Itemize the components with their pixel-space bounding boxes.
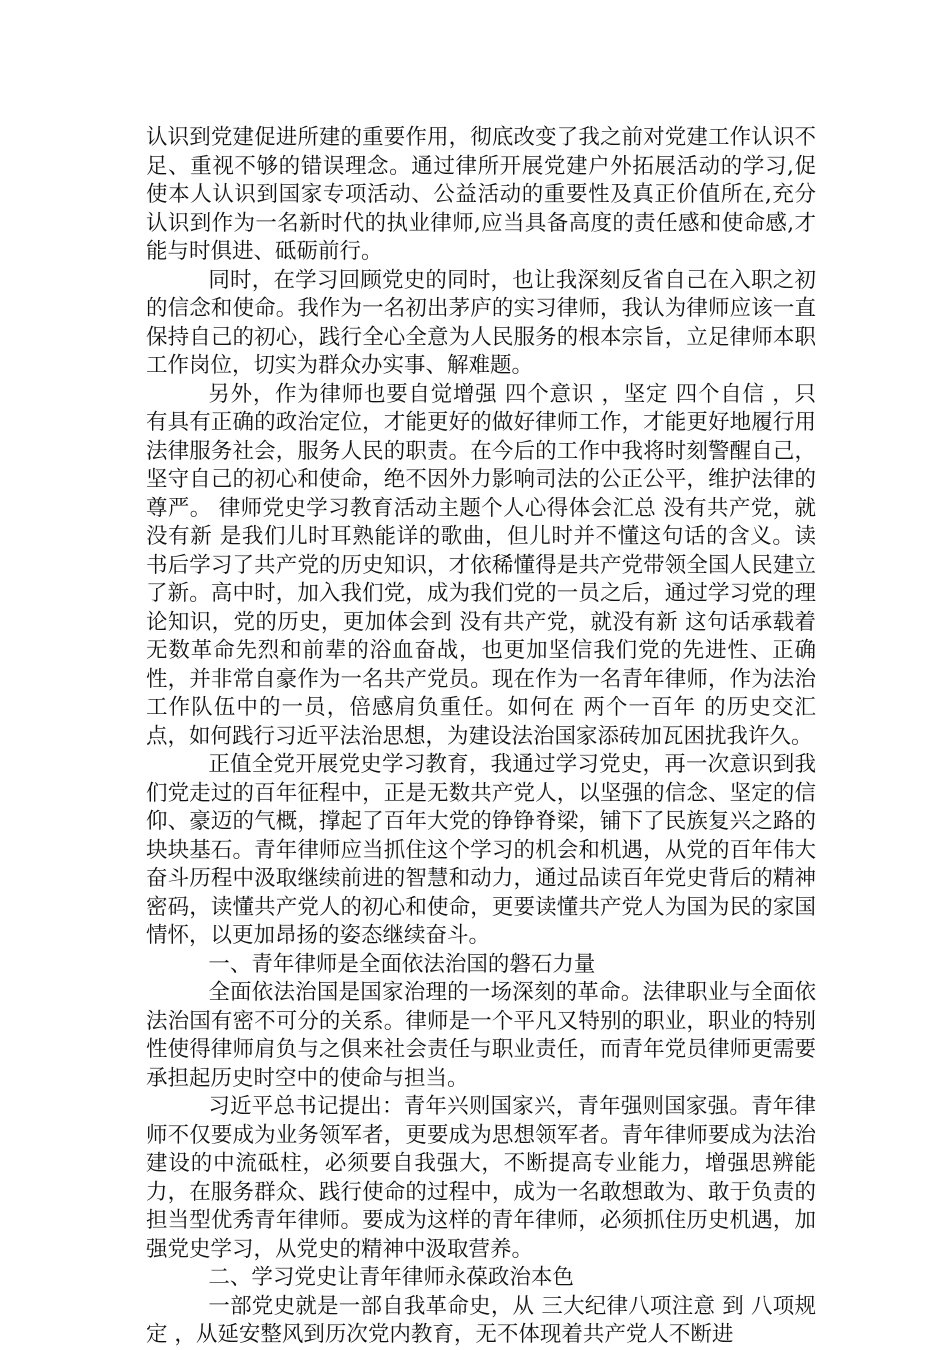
paragraph-2: 同时，在学习回顾党史的同时，也让我深刻反省自己在入职之初的信念和使命。我作为一名初出茅庐的实习律师，我认为律师应该一直保持自己的初心，践行全心全意为人民服务的根本宗旨，立足律师本职工作岗位，切实为群众办实事、解难题。	[146, 267, 816, 378]
paragraph-5: 全面依法治国是国家治理的一场深刻的革命。法律职业与全面依法治国有密不可分的关系。律师是一个平凡又特别的职业，职业的特别性使得律师肩负与之俱来社会责任与职业责任，而青年党员律师更需要承担起历史时空中的使命与担当。	[146, 980, 816, 1091]
paragraph-6: 习近平总书记提出：青年兴则国家兴，青年强则国家强。青年律师不仅要成为业务领军者，更要成为思想领军者。青年律师要成为法治建设的中流砥柱，必须要自我强大，不断提高专业能力，增强思辨能力，在服务群众、践行使命的过程中，成为一名敢想敢为、敢于负责的担当型优秀青年律师。要成为这样的青年律师，必须抓住历史机遇，加强党史学习，从党史的精神中汲取营养。	[146, 1094, 816, 1262]
section-heading-2: 二、学习党史让青年律师永葆政治本色	[208, 1265, 574, 1290]
paragraph-1: 认识到党建促进所建的重要作用，彻底改变了我之前对党建工作认识不足、重视不够的错误理念。通过律所开展党建户外拓展活动的学习,促使本人认识到国家专项活动、公益活动的重要性及真正价值所在,充分认识到作为一名新时代的执业律师,应当具备高度的责任感和使命感,才能与时俱进、砥砺前行。	[146, 125, 816, 264]
paragraph-3: 另外，作为律师也要自觉增强 四个意识 ，坚定 四个自信 ，只有具有正确的政治定位，才能更好的做好律师工作，才能更好地履行用法律服务社会，服务人民的职责。在今后的工作中我将时刻警醒自己，坚守自己的初心和使命，绝不因外力影响司法的公正公平，维护法律的尊严。 律师党史学习教育活动主题个人心得体会汇总 没有共产党，就没有新 是我们儿时耳熟能详的歌曲，但儿时并不懂这句话的含义。读书后学习了共产党的历史知识，才依稀懂得是共产党带领全国人民建立了新。高中时，加入我们党，成为我们党的一员之后，通过学习党的理论知识，党的历史，更加体会到 没有共产党，就没有新 这句话承载着无数革命先烈和前辈的浴血奋战，也更加坚信我们党的先进性、正确性，并非常自豪作为一名共产党员。现在作为一名青年律师，作为法治工作队伍中的一员，倍感肩负重任。如何在 两个一百年 的历史交汇点，如何践行习近平法治思想，为建设法治国家添砖加瓦困扰我许久。	[146, 381, 816, 749]
document-page	[146, 124, 816, 1350]
paragraph-4: 正值全党开展党史学习教育，我通过学习党史，再一次意识到我们党走过的百年征程中，正是无数共产党人，以坚强的信念、坚定的信仰、豪迈的气概，撑起了百年大党的铮铮脊梁，铺下了民族复兴之路的块块基石。青年律师应当抓住这个学习的机会和机遇，从党的百年伟大奋斗历程中汲取继续前进的智慧和动力，通过品读百年党史背后的精神密码，读懂共产党人的初心和使命，更要读懂共产党人为国为民的家国情怀，以更加昂扬的姿态继续奋斗。	[146, 752, 816, 948]
section-heading-1: 一、青年律师是全面依法治国的磐石力量	[208, 951, 596, 977]
paragraph-7: 一部党史就是一部自我革命史，从 三大纪律八项注意 到 八项规定 ，从延安整风到历次党内教育，无不体现着共产党人不断进	[146, 1293, 816, 1347]
